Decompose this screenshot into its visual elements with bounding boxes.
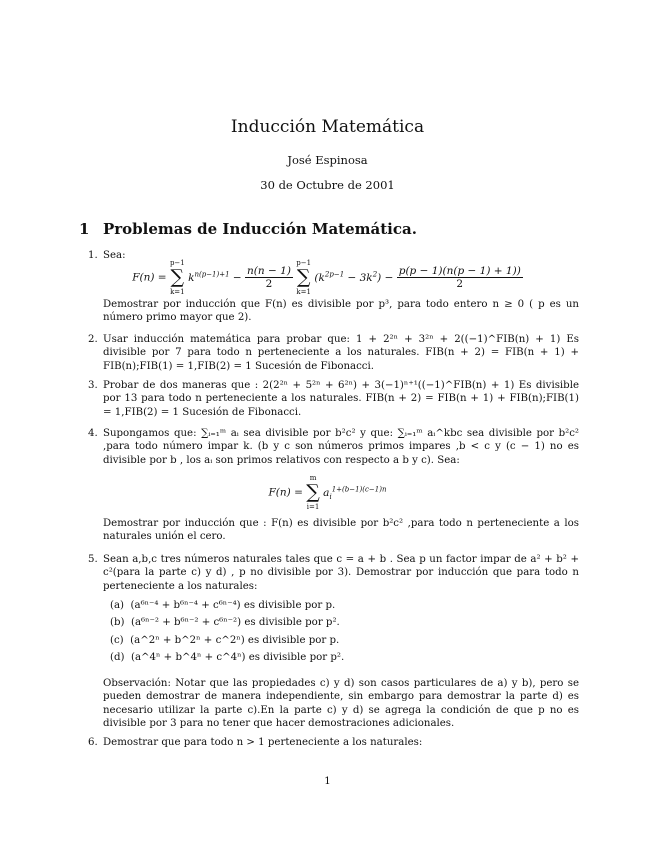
- problem-number: 4.: [88, 428, 98, 439]
- equation-4: F(n) = m ∑ i=1 $a_i^{1+(b-1)(c-1)n}$: [268, 474, 387, 511]
- problem-1-after: Demostrar por inducción que F(n) es divisible por p³, para todo entero n ≥ 0 ( p es un número primo mayor que 2).: [103, 299, 579, 324]
- subitem-a: [110, 600, 335, 611]
- equation-lhs: F(n) =: [132, 271, 167, 284]
- subitem-expr: (a⁶ⁿ⁻⁴ + b⁶ⁿ⁻⁴ + c⁶ⁿ⁻⁴) es divisible por p.: [130, 600, 336, 611]
- subitem-b: [110, 617, 340, 628]
- sum-symbol: m ∑ i=1: [306, 474, 320, 511]
- problem-number: 5.: [88, 554, 98, 565]
- problem-text: Demostrar que para todo n > 1 perteneciente a los naturales:: [103, 737, 423, 748]
- sum-symbol: p−1 ∑ k=1: [169, 259, 185, 296]
- subitem-label: (a): [110, 600, 125, 611]
- problem-number: 3.: [88, 380, 98, 391]
- subitem-expr: (a⁶ⁿ⁻² + b⁶ⁿ⁻² + c⁶ⁿ⁻²) es divisible por p².: [130, 617, 340, 628]
- fraction: $\frac{p(p - 1)(n(p - 1) + 1))}{2}$: [398, 265, 521, 290]
- equation-1: F(n) = p−1 ∑ k=1 $k^{n(p-1)+1}$ − $\frac{n(n - 1)}{2}$ p−1 ∑ k=1 $(k^{2p-1} - 3k^2)$ − $\frac{p(p - 1)(n(p - 1) + 1))}{2}$: [132, 259, 521, 296]
- problem-text: Probar de dos maneras que : 2(2²ⁿ + 5²ⁿ + 6²ⁿ) + 3(−1)ⁿ⁺¹((−1)^FIB(n) + 1) Es divisible por 13 para todo n perteneciente a los naturales. FIB(n + 2) = FIB(n + 1) + FIB(n);FIB(1) = 1,FIB(2) = 1 Sucesión de Fibonacci.: [103, 380, 579, 418]
- problem-4-after: Demostrar por inducción que : F(n) es divisible por b²c² ,para todo n perteneciente a los naturales unión el cero.: [103, 518, 579, 543]
- problem-number: 2.: [88, 334, 98, 345]
- subitem-label: (b): [110, 617, 125, 628]
- section-number: 1: [79, 220, 90, 238]
- section-heading: [79, 220, 417, 238]
- subitem-c: [110, 635, 339, 646]
- problem-text: Sean a,b,c tres números naturales tales que c = a + b . Sea p un factor impar de a² + b² + c²(para la parte c) y d) , p no divisible por 3). Demostrar por inducción que para todo n perteneciente a los naturales:: [103, 554, 579, 592]
- equation-lhs: F(n) =: [268, 486, 303, 499]
- subitem-expr: (a^2ⁿ + b^2ⁿ + c^2ⁿ) es divisible por p.: [130, 635, 340, 646]
- document-date: 30 de Octubre de 2001: [260, 178, 395, 192]
- document-title: Inducción Matemática: [230, 117, 425, 137]
- problem-number: 6.: [88, 737, 98, 748]
- fraction: $\frac{n(n - 1)}{2}$: [247, 265, 291, 290]
- problem-text: Usar inducción matemática para probar que: 1 + 2²ⁿ + 3²ⁿ + 2((−1)^FIB(n) + 1) Es divisible por 7 para todo n perteneciente a los naturales. FIB(n + 2) = FIB(n + 1) + FIB(n);FIB(1) = 1,FIB(2) = 1 Sucesión de Fibonacci.: [103, 334, 579, 372]
- subitem-d: [110, 652, 344, 663]
- sum-symbol: p−1 ∑ k=1: [296, 259, 312, 296]
- section-title: Problemas de Inducción Matemática.: [103, 220, 417, 238]
- problem-lead: Sea:: [103, 250, 126, 261]
- problem-5-note: Observación: Notar que las propiedades c) y d) son casos particulares de a) y b), pero se pueden demostrar de manera independiente, sin embargo para demostrar la parte d) es necesario utilizar la parte c).En la parte c) y d) se agrega la condición de que p no es divisible por 3 para no tener que hacer demostraciones adicionales.: [103, 678, 579, 730]
- subitem-label: (d): [110, 652, 125, 663]
- problem-number: 1.: [88, 250, 98, 261]
- problem-text: Supongamos que: ∑ᵢ₌₁ᵐ aᵢ sea divisible por b²c² y que: ∑ᵢ₌₁ᵐ aᵢ^kbc sea divisible por b²c² ,para todo número impar k. (b y c son números primos impares ,b < c y (c − 1) no es divisible por b , los aᵢ son primos relativos con respecto a b y c). Sea:: [103, 428, 579, 466]
- document-author: José Espinosa: [287, 153, 368, 167]
- subitem-expr: (a^4ⁿ + b^4ⁿ + c^4ⁿ) es divisible por p².: [130, 652, 345, 663]
- page-number: 1: [324, 776, 331, 787]
- subitem-label: (c): [110, 635, 124, 646]
